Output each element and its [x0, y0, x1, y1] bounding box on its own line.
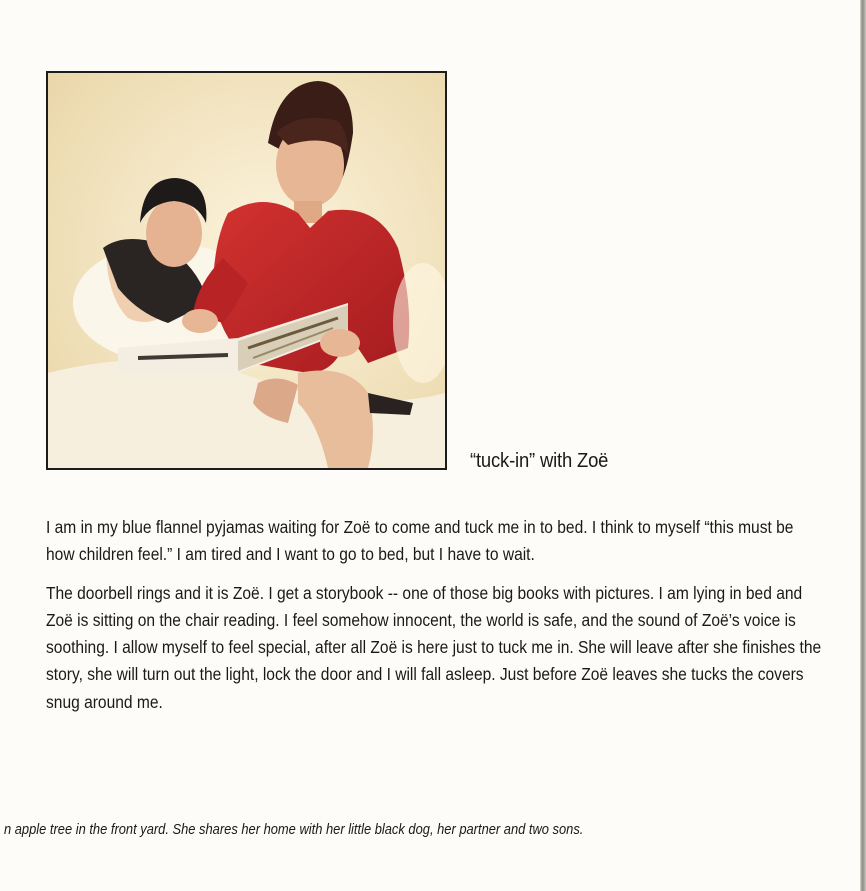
- paragraph: I am in my blue flannel pyjamas waiting for Zoë to come and tuck me in to bed. I think to myself “this must be how children feel.” I am tired and I want to go to bed, but I have to wait.: [46, 517, 794, 565]
- story-text: [46, 514, 825, 727]
- photo: [46, 71, 447, 470]
- photo-reading-storybook-icon: [48, 73, 445, 468]
- paragraph: The doorbell rings and it is Zoë. I get a storybook -- one of those big books with pictures. I am lying in bed and Zoë is sitting on the chair reading. I feel somehow innocent, the world is safe, and the sound of Zoë’s voice is soothing. I allow myself to feel special, after all Zoë is here just to tuck me in. She will leave after she finishes the story, she will turn out the light, lock the door and I will fall asleep. Just before Zoë leaves she tucks the covers snug around me.: [46, 582, 822, 712]
- author-bio-fragment: n apple tree in the front yard. She shares her home with her little black dog, her partner and two sons.: [4, 821, 584, 838]
- photo-caption: “tuck-in” with Zoë: [470, 449, 609, 472]
- page-edge: [860, 0, 866, 891]
